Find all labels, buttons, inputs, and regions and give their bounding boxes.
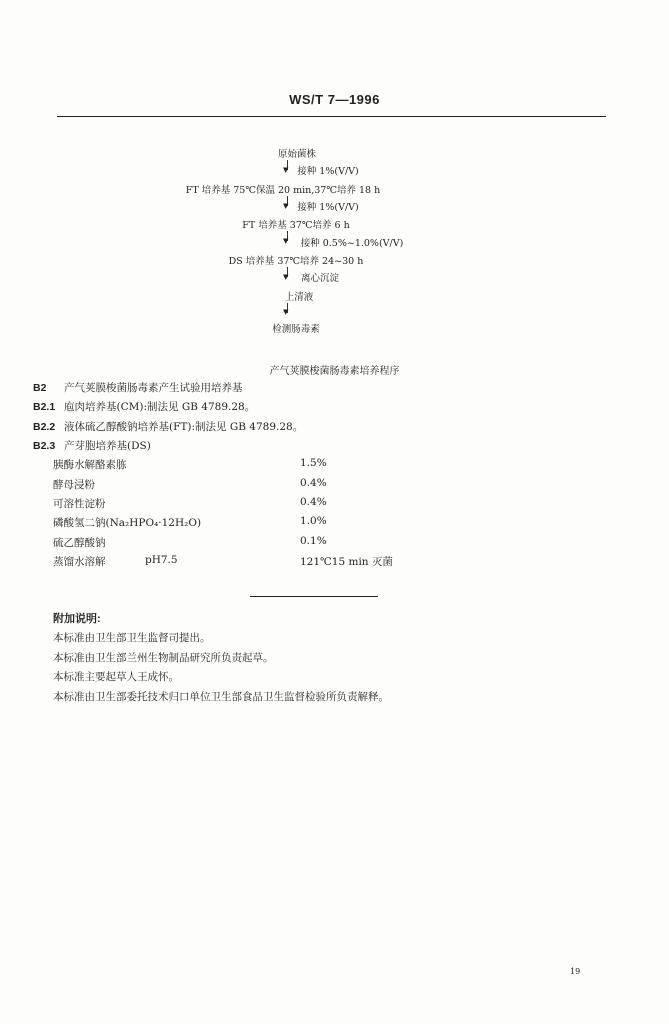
- ingredient-amount: 1.5%: [300, 457, 327, 469]
- section-number: B2: [33, 382, 47, 394]
- section-number: B2.3: [33, 440, 56, 452]
- final-step-name: 蒸馏水溶解: [53, 556, 106, 568]
- section-text: 庖肉培养基(CM):制法见 GB 4789.28。: [64, 401, 256, 413]
- notes-title: 附加说明:: [53, 613, 101, 625]
- final-step-sterilize: 121℃15 min 灭菌: [300, 556, 393, 568]
- flow-step-ds-culture: DS 培养基 37℃培养 24~30 h: [228, 256, 364, 267]
- flowchart-title: 产气荚膜梭菌肠毒素培养程序: [269, 366, 400, 377]
- section-b2: [33, 380, 243, 395]
- note-line: 本标准由卫生部卫生监督司提出。: [53, 632, 211, 644]
- final-step-ph: pH7.5: [145, 554, 178, 566]
- ingredient-amount: 0.4%: [300, 477, 327, 489]
- down-arrow-icon: ▼: [283, 308, 289, 316]
- standard-code-header: WS/T 7—1996: [289, 92, 380, 107]
- page-number: 19: [570, 967, 581, 976]
- down-arrow-icon: ▼: [283, 166, 289, 174]
- ingredient-amount: 1.0%: [300, 515, 327, 527]
- end-rule: [250, 596, 378, 597]
- ingredient-name: 酵母浸粉: [53, 479, 95, 491]
- section-number: B2.2: [33, 421, 56, 433]
- header-rule: [57, 116, 606, 117]
- flow-note-inoculate-2: 接种 1%(V/V): [297, 202, 359, 213]
- ingredient-amount: 0.1%: [300, 535, 327, 547]
- down-arrow-icon: ▼: [283, 202, 289, 210]
- section-number: B2.1: [33, 401, 56, 413]
- ingredient-name: 硫乙醇酸钠: [53, 537, 106, 549]
- down-arrow-icon: ▼: [283, 273, 289, 281]
- ingredient-amount: 0.4%: [300, 496, 327, 508]
- section-text: 液体硫乙醇酸钠培养基(FT):制法见 GB 4789.28。: [64, 421, 304, 433]
- flow-step-original-strain: 原始菌株: [277, 149, 317, 160]
- section-text: 产芽胞培养基(DS): [64, 440, 151, 452]
- flow-step-ft-6h: FT 培养基 37℃培养 6 h: [242, 220, 350, 231]
- final-step-row: [53, 554, 178, 569]
- ingredient-name: 可溶性淀粉: [53, 498, 106, 510]
- flow-step-detect-toxin: 检测肠毒素: [272, 324, 320, 335]
- section-b2-3: [33, 438, 151, 453]
- section-text: 产气荚膜梭菌肠毒素产生试验用培养基: [64, 382, 243, 394]
- down-arrow-icon: ▼: [283, 237, 289, 245]
- ingredient-name: 胰酶水解酪素胨: [53, 459, 127, 471]
- flow-note-inoculate-1: 接种 1%(V/V): [297, 166, 359, 177]
- note-line: 本标准主要起草人王成怀。: [53, 671, 179, 683]
- note-line: 本标准由卫生部兰州生物制品研究所负责起草。: [53, 652, 274, 664]
- flow-note-inoculate-3: 接种 0.5%~1.0%(V/V): [300, 238, 404, 249]
- section-b2-2: [33, 419, 303, 434]
- flow-step-ft-heat: FT 培养基 75℃保温 20 min,37℃培养 18 h: [185, 185, 381, 196]
- ingredient-name: 磷酸氢二钠(Na₂HPO₄·12H₂O): [53, 517, 202, 529]
- flow-note-centrifuge: 离心沉淀: [300, 273, 340, 284]
- flow-step-supernatant: 上清液: [284, 292, 314, 303]
- note-line: 本标准由卫生部委托技术归口单位卫生部食品卫生监督检验所负责解释。: [53, 691, 389, 703]
- section-b2-1: [33, 399, 255, 414]
